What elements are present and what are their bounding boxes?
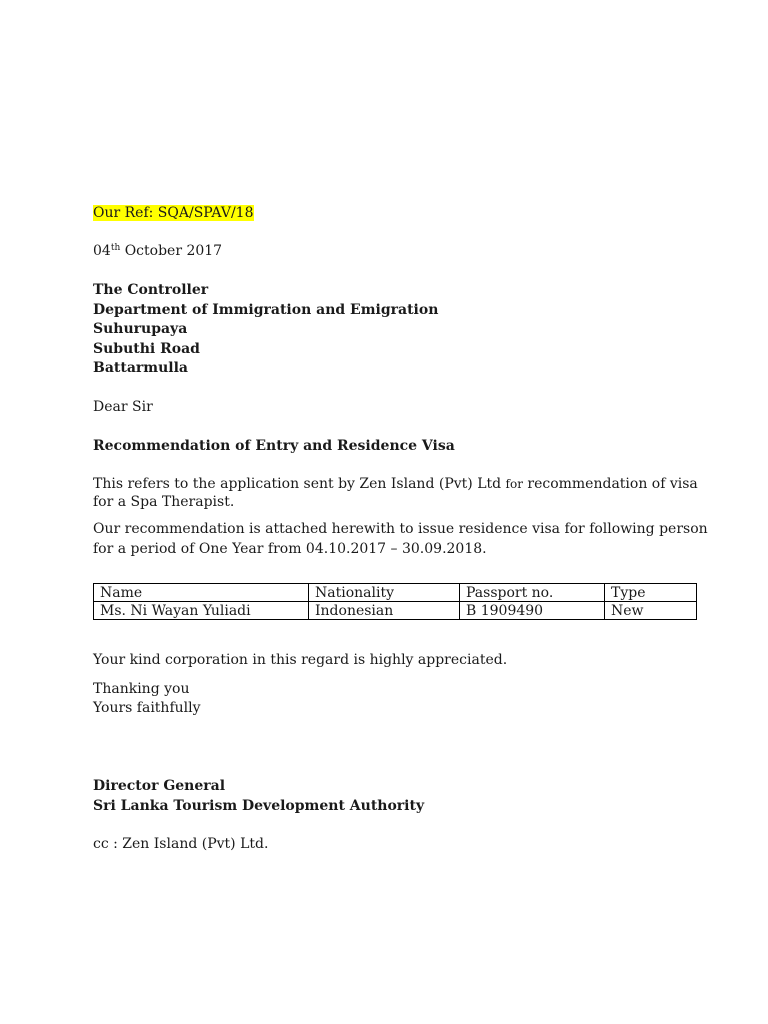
cell-type: New [605,602,697,620]
date-day: 04 [93,243,111,259]
cell-passport: B 1909490 [460,602,605,620]
signatory-title: Director General [93,778,226,794]
table-row [94,602,697,620]
reference-line [93,204,254,222]
table-header-row [94,584,697,602]
header-name: Name [94,584,309,602]
cc-line: cc : Zen Island (Pvt) Ltd. [93,836,269,852]
reference-text: Our Ref: SQA/SPAV/18 [93,205,254,221]
para2-line-2: for a period of One Year from 04.10.2017 – 30.09.2018. [93,541,487,557]
cell-name: Ms. Ni Wayan Yuliadi [94,602,309,620]
salutation: Dear Sir [93,399,153,415]
subject-line: Recommendation of Entry and Residence Visa [93,438,455,454]
header-type: Type [605,584,697,602]
recipient-line-4: Subuthi Road [93,341,200,357]
thanks-line: Thanking you [93,681,190,697]
para1-line-1 [93,475,698,493]
header-nationality: Nationality [309,584,460,602]
closing-line: Your kind corporation in this regard is highly appreciated. [93,652,508,668]
para2-line-1: Our recommendation is attached herewith to issue residence visa for following person [93,521,708,537]
para1-text-small: for [505,477,523,491]
recipient-line-3: Suhurupaya [93,321,188,337]
recipient-line-2: Department of Immigration and Emigration [93,302,439,318]
para1-text-b: recommendation of visa [522,476,698,492]
letter-date [93,242,222,260]
visa-table [93,583,697,620]
header-passport: Passport no. [460,584,605,602]
recipient-line-1: The Controller [93,282,209,298]
signoff-line: Yours faithfully [93,700,201,716]
date-suffix: th [110,243,121,253]
date-rest: October 2017 [120,243,223,259]
para1-line-2: for a Spa Therapist. [93,494,235,510]
cell-nationality: Indonesian [309,602,460,620]
recipient-line-5: Battarmulla [93,360,188,376]
para1-text-a: This refers to the application sent by Zen Island (Pvt) Ltd [93,476,506,492]
signatory-organization: Sri Lanka Tourism Development Authority [93,798,425,814]
